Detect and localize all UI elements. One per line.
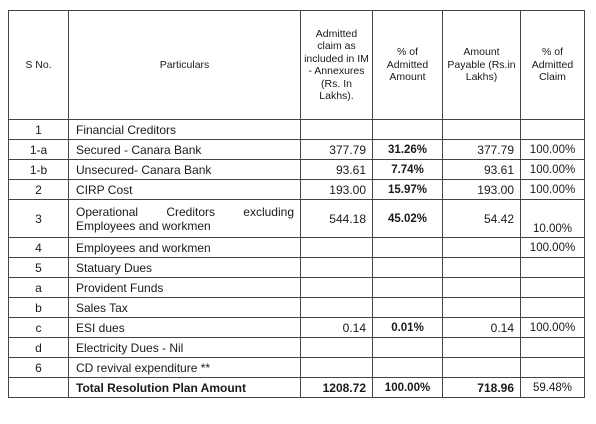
- cell-sno: 3: [9, 200, 69, 238]
- cell-admitted: 1208.72: [301, 378, 373, 398]
- cell-particulars: Financial Creditors: [69, 120, 301, 140]
- cell-pct-claim: 59.48%: [521, 378, 585, 398]
- total-row: [9, 378, 585, 398]
- cell-pct-amount: [373, 298, 443, 318]
- cell-admitted: 0.14: [301, 318, 373, 338]
- cell-pct-amount: [373, 358, 443, 378]
- cell-pct-amount: [373, 258, 443, 278]
- resolution-plan-table: [8, 10, 585, 398]
- cell-pct-amount: [373, 120, 443, 140]
- cell-pct-claim: [521, 120, 585, 140]
- cell-sno: d: [9, 338, 69, 358]
- cell-particulars: CIRP Cost: [69, 180, 301, 200]
- cell-payable: [443, 258, 521, 278]
- cell-sno: [9, 378, 69, 398]
- cell-pct-amount: [373, 338, 443, 358]
- table-row: [9, 338, 585, 358]
- resolution-plan-document: [8, 10, 584, 412]
- cell-particulars: Employees and workmen: [69, 238, 301, 258]
- table-row: [9, 180, 585, 200]
- header-pct-admitted-claim: % of Admitted Claim: [521, 11, 585, 120]
- cell-particulars: Sales Tax: [69, 298, 301, 318]
- cell-particulars: CD revival expenditure **: [69, 358, 301, 378]
- cell-particulars: ESI dues: [69, 318, 301, 338]
- cell-admitted: [301, 358, 373, 378]
- cell-pct-claim: 100.00%: [521, 318, 585, 338]
- cell-particulars: Operational Creditors excluding Employees and workmen: [69, 200, 301, 238]
- cell-pct-amount: 100.00%: [373, 378, 443, 398]
- cell-pct-amount: 31.26%: [373, 140, 443, 160]
- cell-payable: 377.79: [443, 140, 521, 160]
- cell-payable: 54.42: [443, 200, 521, 238]
- cell-payable: 93.61: [443, 160, 521, 180]
- cell-pct-claim: [521, 358, 585, 378]
- table-row: [9, 358, 585, 378]
- cell-payable: [443, 278, 521, 298]
- cell-sno: 1-a: [9, 140, 69, 160]
- cell-pct-claim: 100.00%: [521, 238, 585, 258]
- table-row: [9, 258, 585, 278]
- cell-sno: 2: [9, 180, 69, 200]
- cell-pct-claim: [521, 298, 585, 318]
- cell-payable: [443, 338, 521, 358]
- table-row: [9, 140, 585, 160]
- cell-sno: 1-b: [9, 160, 69, 180]
- cell-admitted: [301, 258, 373, 278]
- cell-sno: 1: [9, 120, 69, 140]
- cell-particulars: Secured - Canara Bank: [69, 140, 301, 160]
- cell-sno: 5: [9, 258, 69, 278]
- cell-sno: b: [9, 298, 69, 318]
- table-row: [9, 160, 585, 180]
- cell-particulars: Statuary Dues: [69, 258, 301, 278]
- cell-sno: c: [9, 318, 69, 338]
- cell-payable: 193.00: [443, 180, 521, 200]
- table-row: [9, 200, 585, 238]
- cell-payable: [443, 120, 521, 140]
- header-particulars: Particulars: [69, 11, 301, 120]
- cell-admitted: 544.18: [301, 200, 373, 238]
- header-admitted-claim: Admitted claim as included in IM - Annexures (Rs. In Lakhs).: [301, 11, 373, 120]
- cell-pct-amount: 15.97%: [373, 180, 443, 200]
- cell-admitted: [301, 238, 373, 258]
- cell-pct-amount: [373, 238, 443, 258]
- table-row: [9, 278, 585, 298]
- cell-admitted: [301, 338, 373, 358]
- cell-admitted: 377.79: [301, 140, 373, 160]
- cell-pct-amount: 7.74%: [373, 160, 443, 180]
- cell-pct-amount: 45.02%: [373, 200, 443, 238]
- cell-payable: [443, 298, 521, 318]
- cell-pct-amount: 0.01%: [373, 318, 443, 338]
- cell-payable: 0.14: [443, 318, 521, 338]
- cell-pct-claim: [521, 338, 585, 358]
- table-row: [9, 298, 585, 318]
- header-sno: S No.: [9, 11, 69, 120]
- cell-pct-claim: 100.00%: [521, 160, 585, 180]
- header-amount-payable: Amount Payable (Rs.in Lakhs): [443, 11, 521, 120]
- cell-admitted: [301, 120, 373, 140]
- cell-sno: a: [9, 278, 69, 298]
- header-pct-admitted-amount: % of Admitted Amount: [373, 11, 443, 120]
- cell-pct-claim: [521, 258, 585, 278]
- cell-pct-claim: 100.00%: [521, 140, 585, 160]
- cell-payable: [443, 358, 521, 378]
- cell-particulars: Electricity Dues - Nil: [69, 338, 301, 358]
- table-row: [9, 238, 585, 258]
- cell-payable: [443, 238, 521, 258]
- cell-admitted: 193.00: [301, 180, 373, 200]
- cell-payable: 718.96: [443, 378, 521, 398]
- cell-particulars: Total Resolution Plan Amount: [69, 378, 301, 398]
- cell-admitted: [301, 278, 373, 298]
- cell-particulars: Unsecured- Canara Bank: [69, 160, 301, 180]
- cell-particulars: Provident Funds: [69, 278, 301, 298]
- cell-pct-claim: 10.00%: [521, 200, 585, 238]
- cell-admitted: [301, 298, 373, 318]
- table-row: [9, 120, 585, 140]
- cell-sno: 4: [9, 238, 69, 258]
- cell-admitted: 93.61: [301, 160, 373, 180]
- cell-sno: 6: [9, 358, 69, 378]
- cell-pct-claim: 100.00%: [521, 180, 585, 200]
- cell-pct-amount: [373, 278, 443, 298]
- table-header-row: [9, 11, 585, 120]
- cell-pct-claim: [521, 278, 585, 298]
- table-row: [9, 318, 585, 338]
